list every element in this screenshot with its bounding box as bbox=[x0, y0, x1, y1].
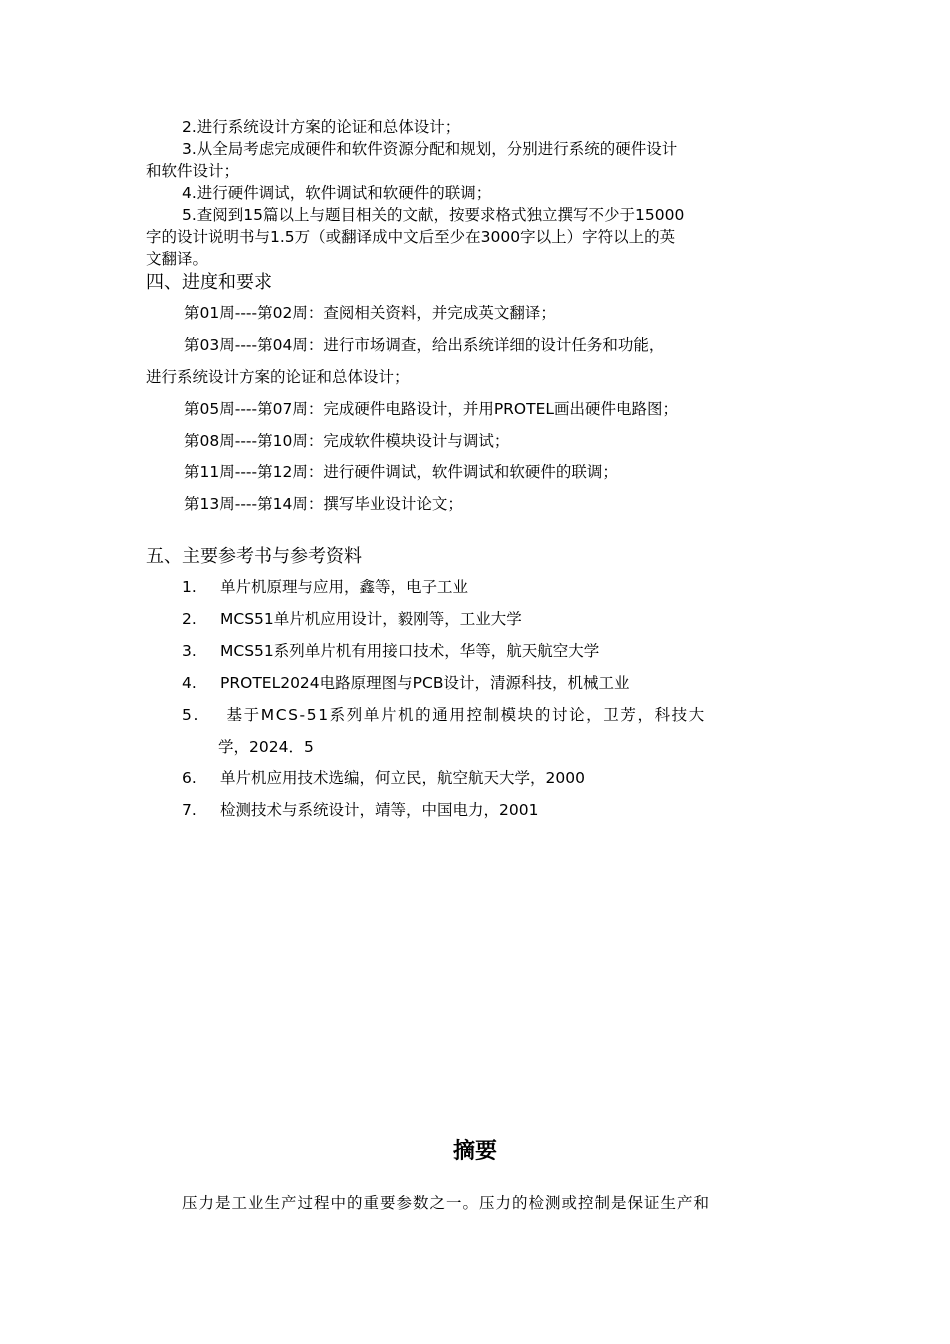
task-line-2: 2.进行系统设计方案的论证和总体设计； bbox=[182, 118, 461, 136]
schedule-item: 第05周----第07周：完成硬件电路设计，并用PROTEL画出硬件电路图； bbox=[184, 400, 679, 418]
reference-number: 7. bbox=[182, 801, 197, 819]
reference-text: 学，2024．5 bbox=[218, 738, 314, 756]
reference-number: 6. bbox=[182, 769, 197, 787]
task-line-5-cont2: 文翻译。 bbox=[146, 250, 209, 268]
schedule-item-cont: 进行系统设计方案的论证和总体设计； bbox=[146, 368, 410, 386]
reference-number: 2. bbox=[182, 610, 197, 628]
task-line-3-cont: 和软件设计； bbox=[146, 162, 240, 180]
reference-item bbox=[182, 608, 522, 630]
reference-number: 1. bbox=[182, 578, 197, 596]
reference-item bbox=[182, 672, 629, 694]
reference-number: 4. bbox=[182, 674, 197, 692]
reference-number: 5. bbox=[182, 706, 200, 724]
schedule-item: 第08周----第10周：完成软件模块设计与调试； bbox=[184, 432, 510, 450]
reference-item bbox=[182, 640, 599, 662]
reference-number: 3. bbox=[182, 642, 197, 660]
schedule-item: 第11周----第12周：进行硬件调试，软件调试和软硬件的联调； bbox=[184, 463, 618, 481]
section-5-heading: 五、主要参考书与参考资料 bbox=[146, 546, 362, 567]
abstract-title: 摘要 bbox=[452, 1138, 497, 1164]
reference-item-cont bbox=[218, 736, 314, 758]
reference-item bbox=[182, 799, 538, 821]
reference-text: 单片机应用技术选编，何立民，航空航天大学，2000 bbox=[220, 769, 585, 787]
schedule-item: 第13周----第14周：撰写毕业设计论文； bbox=[184, 495, 463, 513]
reference-item bbox=[182, 767, 585, 789]
schedule-item: 第03周----第04周：进行市场调查，给出系统详细的设计任务和功能， bbox=[184, 336, 665, 354]
reference-text: 检测技术与系统设计，靖等，中国电力，2001 bbox=[220, 801, 539, 819]
reference-text: MCS51单片机应用设计，毅刚等，工业大学 bbox=[220, 610, 522, 628]
schedule-item: 第01周----第02周：查阅相关资料，并完成英文翻译； bbox=[184, 304, 556, 322]
section-4-heading: 四、进度和要求 bbox=[146, 272, 272, 293]
reference-text: MCS51系列单片机有用接口技术，华等，航天航空大学 bbox=[220, 642, 600, 660]
abstract-first-line: 压力是工业生产过程中的重要参数之一。压力的检测或控制是保证生产和 bbox=[182, 1194, 711, 1212]
task-line-4: 4.进行硬件调试，软件调试和软硬件的联调； bbox=[182, 184, 492, 202]
task-line-5: 5.查阅到15篇以上与题目相关的文献，按要求格式独立撰写不少于15000 bbox=[182, 206, 685, 224]
task-line-3: 3.从全局考虑完成硬件和软件资源分配和规划，分别进行系统的硬件设计 bbox=[182, 140, 678, 158]
reference-text: 基于MCS-51系列单片机的通用控制模块的讨论，卫芳，科技大 bbox=[220, 706, 706, 724]
reference-text: 单片机原理与应用，鑫等，电子工业 bbox=[220, 578, 469, 596]
reference-item bbox=[182, 576, 468, 598]
task-line-5-cont: 字的设计说明书与1.5万（或翻译成中文后至少在3000字以上）字符以上的英 bbox=[146, 228, 676, 246]
reference-item bbox=[182, 704, 706, 726]
reference-text: PROTEL2024电路原理图与PCB设计，清源科技，机械工业 bbox=[220, 674, 630, 692]
